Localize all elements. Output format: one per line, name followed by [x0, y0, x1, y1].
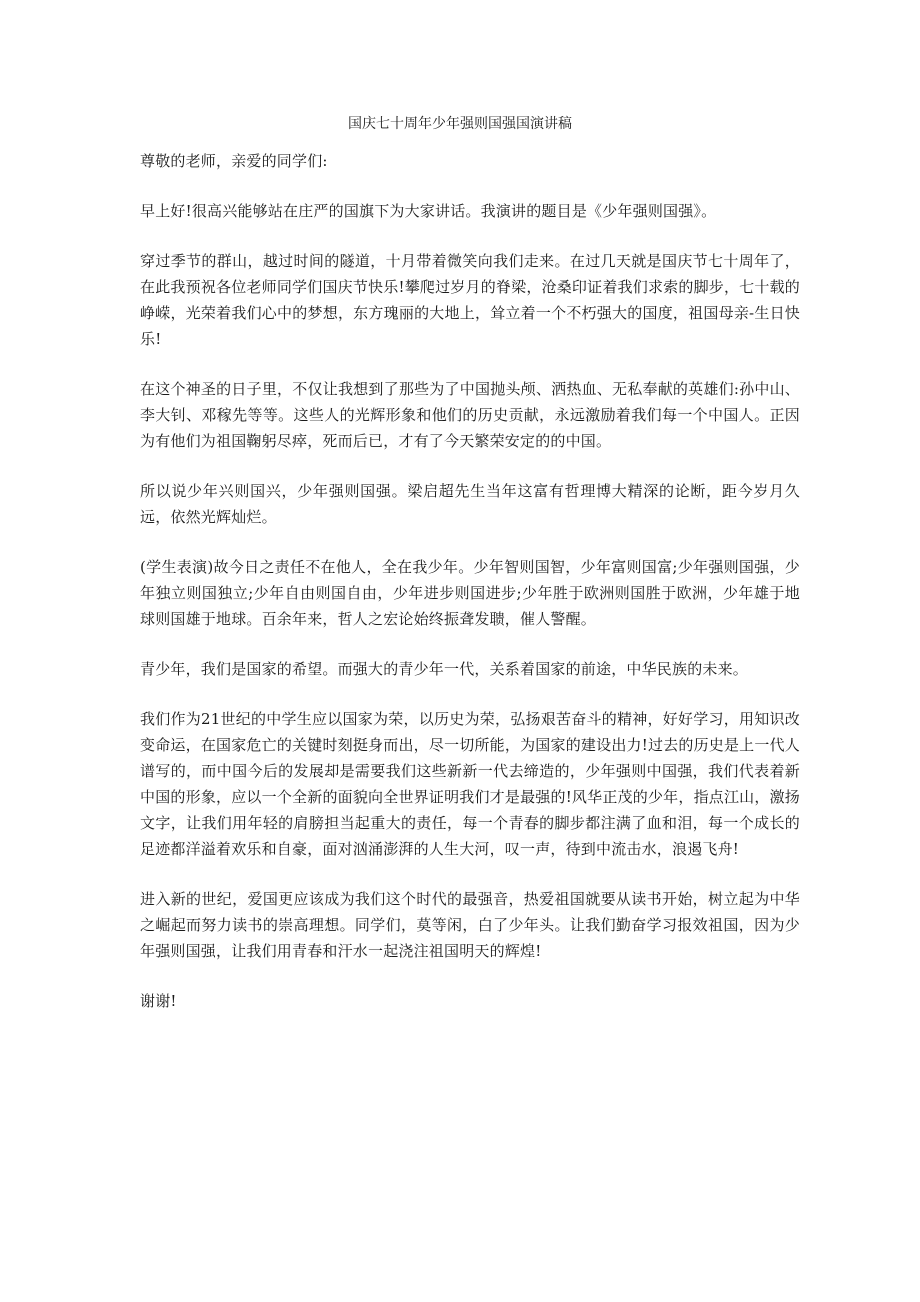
closing-paragraph: 谢谢!	[140, 992, 177, 1010]
document-title: 国庆七十周年少年强则国强国演讲稿	[348, 116, 572, 132]
body-paragraph: 所以说少年兴则国兴，少年强则国强。梁启超先生当年这富有哲理博大精深的论断，距今岁月久远，依然光辉灿烂。	[140, 482, 800, 526]
body-paragraph: 青少年，我们是国家的希望。而强大的青少年一代，关系着国家的前途，中华民族的未来。	[140, 660, 749, 678]
body-paragraph: 穿过季节的群山，越过时间的隧道，十月带着微笑向我们走来。在过几天就是国庆节七十周年了，在此我预祝各位老师同学们国庆节快乐!攀爬过岁月的脊梁，沧桑印证着我们求索的脚步，七十载的峥嵘，光荣着我们心中的梦想，东方瑰丽的大地上，耸立着一个不朽强大的国度，祖国母亲-生日快乐!	[140, 252, 800, 348]
body-paragraph: 进入新的世纪，爱国更应该成为我们这个时代的最强音，热爱祖国就要从读书开始，树立起为中华之崛起而努力读书的崇高理想。同学们，莫等闲，白了少年头。让我们勤奋学习报效祖国，因为少年强则国强，让我们用青春和汗水一起浇注祖国明天的辉煌!	[140, 890, 800, 960]
body-paragraph: (学生表演)故今日之责任不在他人，全在我少年。少年智则国智，少年富则国富;少年强则国强，少年独立则国独立;少年自由则国自由，少年进步则国进步;少年胜于欧洲则国胜于欧洲，少年雄于地球则国雄于地球。百余年来，哲人之宏论始终振聋发聩，催人警醒。	[140, 558, 800, 628]
document-body	[140, 148, 800, 1038]
greeting-paragraph: 早上好!很高兴能够站在庄严的国旗下为大家讲话。我演讲的题目是《少年强则国强》。	[140, 202, 717, 220]
body-paragraph: 我们作为21世纪的中学生应以国家为荣，以历史为荣，弘扬艰苦奋斗的精神，好好学习，用知识改变命运，在国家危亡的关键时刻挺身而出，尽一切所能，为国家的建设出力!过去的历史是上一代人谱写的，而中国今后的发展却是需要我们这些新新一代去缔造的，少年强则中国强，我们代表着新中国的形象，应以一个全新的面貌向全世界证明我们才是最强的!风华正茂的少年，指点江山，激扬文字，让我们用年轻的肩膀担当起重大的责任，每一个青春的脚步都注满了血和泪，每一个成长的足迹都洋溢着欢乐和自豪，面对汹涌澎湃的人生大河，叹一声，待到中流击水，浪遏飞舟!	[140, 710, 800, 858]
salutation-paragraph: 尊敬的老师，亲爱的同学们:	[140, 152, 328, 170]
body-paragraph: 在这个神圣的日子里，不仅让我想到了那些为了中国抛头颅、洒热血、无私奉献的英雄们:孙中山、李大钊、邓稼先等等。这些人的光辉形象和他们的历史贡献，永远激励着我们每一个中国人。正因为有他们为祖国鞠躬尽瘁，死而后已，才有了今天繁荣安定的的中国。	[140, 380, 800, 450]
